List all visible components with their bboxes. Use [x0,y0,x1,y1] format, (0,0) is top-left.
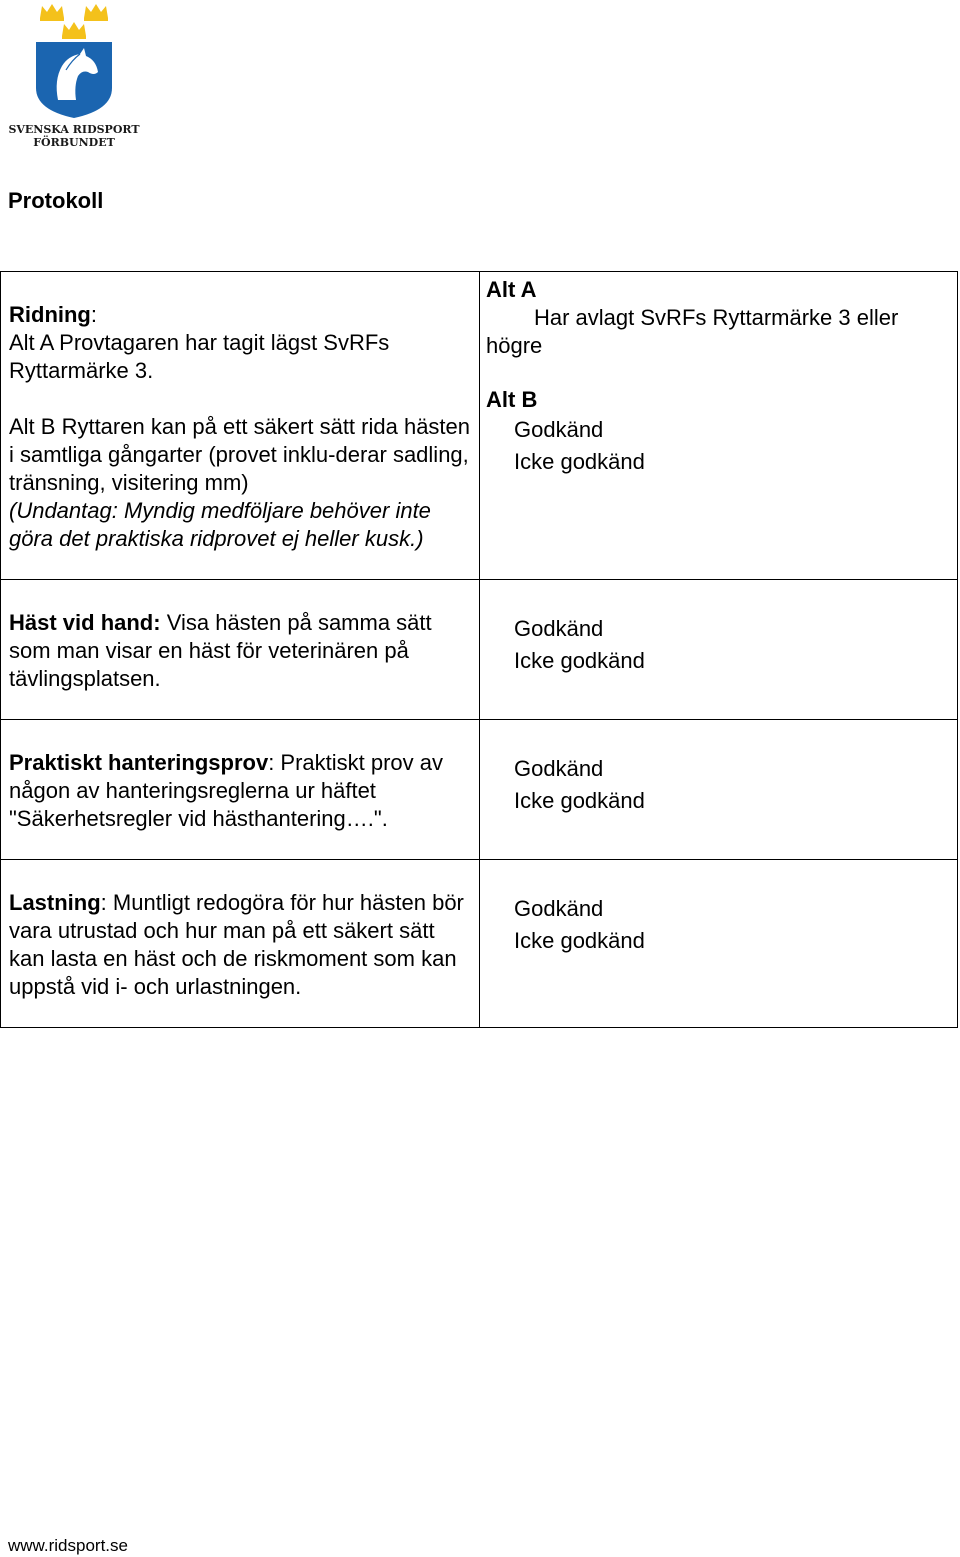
row-heading: Praktiskt hanteringsprov [9,750,269,775]
option-godkand: Godkänd [514,417,604,442]
table-cell [480,272,958,580]
crown-icon [84,4,108,21]
table-row [1,860,958,1028]
alt-a-label: Alt A [486,277,537,302]
option-icke-godkand: Icke godkänd [514,928,645,953]
alt-a-description: Alt A Provtagaren har tagit lägst SvRFs Ryttarmärke 3. [9,330,390,383]
table-cell [1,860,480,1028]
crown-icon [62,22,86,39]
row-text: Visa hästen på samma sätt som man visar en häst för veterinären på tävlingsplatsen. [9,610,432,691]
crown-icon [40,4,64,21]
option-godkand: Godkänd [514,756,604,781]
footer-website: www.ridsport.se [8,1536,128,1555]
row-heading: Ridning [9,302,91,327]
page-title: Protokoll [8,188,104,213]
table-cell: Ridning: Alt A Provtagaren har tagit lägst SvRFs Ryttarmärke 3. Alt B Ryttaren kan på ett säkert sätt rida hästen i samtliga gångarter (provet inklu-derar sadling, tränsning, visitering mm) (Undantag: Myndig medföljare behöver inte göra det praktiska ridprovet ej heller kusk.) [1,272,480,580]
table-cell [1,580,480,720]
row-text: : Praktiskt prov av någon av hanteringsreglerna ur häftet "Säkerhetsregler vid hästhantering….". [9,750,444,831]
option-icke-godkand: Icke godkänd [514,788,645,813]
svg-text:FÖRBUNDET: FÖRBUNDET [33,136,115,149]
row-text: : Muntligt redogöra för hur hästen bör vara utrustad och hur man på ett säkert sätt kan lasta en häst och de riskmoment som kan uppstå vid i- och urlastningen. [9,890,464,999]
table-row [1,720,958,860]
svg-text:SVENSKA RIDSPORT: SVENSKA RIDSPORT [8,123,140,136]
table-row [1,580,958,720]
row-heading: Lastning [9,890,101,915]
alt-b-label: Alt B [486,387,538,412]
alt-a-text: Har avlagt SvRFs Ryttarmärke 3 eller högre [486,305,899,358]
exception-note: (Undantag: Myndig medföljare behöver inte göra det praktiska ridprovet ej heller kusk.) [9,498,431,551]
row-heading: Häst vid hand: [9,610,161,635]
table-cell [1,720,480,860]
option-godkand: Godkänd [514,896,604,921]
table-cell [480,860,958,1028]
table-cell [480,580,958,720]
table-cell [480,720,958,860]
svenska-ridsportforbundet-logo [6,0,142,150]
protocol-table [0,271,958,1028]
option-icke-godkand: Icke godkänd [514,449,645,474]
option-godkand: Godkänd [514,616,604,641]
alt-b-description: Alt B Ryttaren kan på ett säkert sätt rida hästen i samtliga gångarter (provet inklu-derar sadling, tränsning, visitering mm) [9,414,471,495]
option-icke-godkand: Icke godkänd [514,648,645,673]
table-row [1,272,958,580]
